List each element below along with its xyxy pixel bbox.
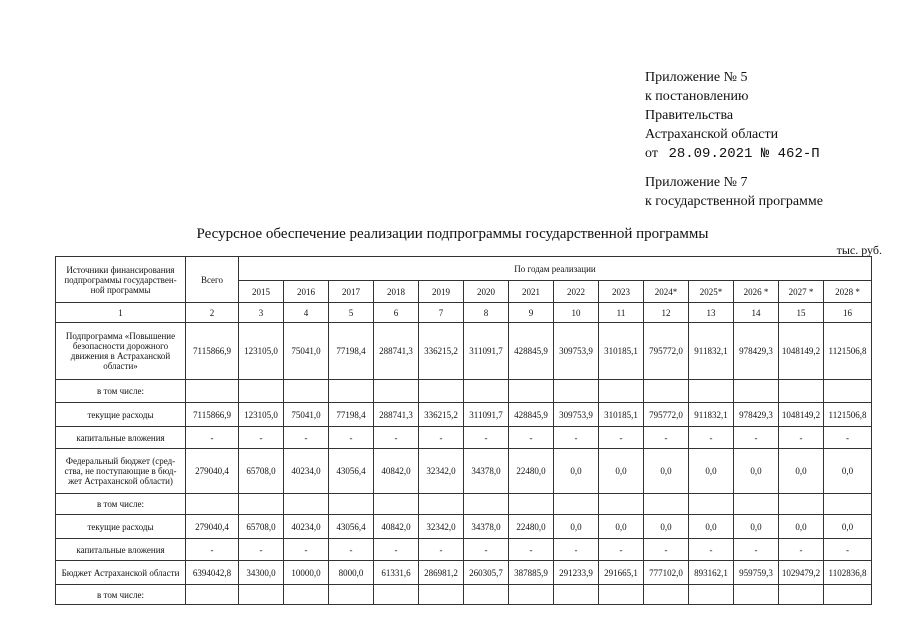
column-number: 11 [599, 303, 644, 323]
row-year-value [554, 585, 599, 605]
row-year-value [779, 494, 824, 515]
row-year-value [734, 380, 779, 403]
row-year-value: - [419, 539, 464, 561]
header-year: 2026 * [734, 281, 779, 303]
row-year-value: 978429,3 [734, 323, 779, 380]
header-year: 2027 * [779, 281, 824, 303]
row-year-value [329, 380, 374, 403]
row-year-value: 286981,2 [419, 561, 464, 585]
row-year-value [464, 494, 509, 515]
table-row [56, 403, 872, 427]
row-year-value [599, 380, 644, 403]
row-year-value [824, 494, 872, 515]
row-year-value [824, 380, 872, 403]
row-year-value: 123105,0 [239, 323, 284, 380]
row-year-value: - [644, 539, 689, 561]
row-year-value: - [329, 539, 374, 561]
row-year-value [689, 494, 734, 515]
row-year-value [239, 494, 284, 515]
table-row [56, 539, 872, 561]
row-total [186, 494, 239, 515]
row-total: - [186, 427, 239, 449]
row-year-value: 777102,0 [644, 561, 689, 585]
row-year-value: 65708,0 [239, 449, 284, 494]
row-total: 6394042,8 [186, 561, 239, 585]
row-year-value: 34300,0 [239, 561, 284, 585]
row-year-value: 1121506,8 [824, 323, 872, 380]
row-year-value: 311091,7 [464, 323, 509, 380]
row-year-value: 0,0 [554, 449, 599, 494]
row-year-value [329, 494, 374, 515]
row-year-value: 32342,0 [419, 449, 464, 494]
header-source: Источники финансирования подпрограммы государствен-ной программы [56, 257, 186, 303]
row-label: в том числе: [56, 494, 186, 515]
row-year-value [644, 380, 689, 403]
header-year: 2016 [284, 281, 329, 303]
row-year-value: 22480,0 [509, 515, 554, 539]
table-row [56, 323, 872, 380]
row-total: 7115866,9 [186, 403, 239, 427]
column-number: 12 [644, 303, 689, 323]
row-year-value: - [824, 427, 872, 449]
appendix-5-date-line [645, 144, 820, 164]
unit-label: тыс. руб. [836, 243, 882, 257]
column-number: 7 [419, 303, 464, 323]
row-year-value: 0,0 [779, 515, 824, 539]
row-year-value [239, 585, 284, 605]
header-year: 2028 * [824, 281, 872, 303]
column-number: 8 [464, 303, 509, 323]
row-year-value: 8000,0 [329, 561, 374, 585]
row-year-value [419, 494, 464, 515]
row-year-value: - [734, 427, 779, 449]
row-year-value [374, 380, 419, 403]
row-year-value: - [509, 427, 554, 449]
row-year-value: - [734, 539, 779, 561]
date-prefix: от [645, 146, 658, 161]
row-year-value: - [239, 427, 284, 449]
header-year: 2019 [419, 281, 464, 303]
header-total: Всего [186, 257, 239, 303]
row-total [186, 380, 239, 403]
row-year-value: - [374, 539, 419, 561]
row-year-value: 336215,2 [419, 323, 464, 380]
row-year-value [509, 494, 554, 515]
appendix-5-line4: Астраханской области [645, 127, 779, 142]
table-row [56, 494, 872, 515]
row-year-value: 0,0 [599, 515, 644, 539]
row-year-value: 291665,1 [599, 561, 644, 585]
row-year-value: 0,0 [689, 515, 734, 539]
row-year-value: 22480,0 [509, 449, 554, 494]
header-year: 2021 [509, 281, 554, 303]
row-year-value: - [554, 427, 599, 449]
decree-date-number: 28.09.2021 № 462-П [668, 146, 820, 162]
row-year-value [464, 585, 509, 605]
row-year-value: 10000,0 [284, 561, 329, 585]
row-year-value [419, 585, 464, 605]
appendix-5-line2: к постановлению [645, 89, 749, 104]
row-year-value: 0,0 [824, 515, 872, 539]
header-year: 2024* [644, 281, 689, 303]
header-year: 2025* [689, 281, 734, 303]
column-number: 5 [329, 303, 374, 323]
header-year: 2020 [464, 281, 509, 303]
appendix-7-line2: к государственной программе [645, 194, 823, 209]
column-number: 14 [734, 303, 779, 323]
row-year-value: 978429,3 [734, 403, 779, 427]
row-label: Федеральный бюджет (сред-ства, не поступающие в бюд-жет Астраханской области) [56, 449, 186, 494]
row-year-value: - [824, 539, 872, 561]
row-year-value: 61331,6 [374, 561, 419, 585]
row-year-value: 260305,7 [464, 561, 509, 585]
row-year-value: 309753,9 [554, 323, 599, 380]
row-total: 279040,4 [186, 449, 239, 494]
row-year-value: 0,0 [779, 449, 824, 494]
row-year-value: 40234,0 [284, 515, 329, 539]
resource-table [55, 256, 872, 605]
column-number: 2 [186, 303, 239, 323]
row-label: текущие расходы [56, 403, 186, 427]
row-year-value [419, 380, 464, 403]
row-year-value [329, 585, 374, 605]
row-year-value [599, 585, 644, 605]
row-year-value [509, 380, 554, 403]
row-year-value: 309753,9 [554, 403, 599, 427]
row-year-value: 428845,9 [509, 323, 554, 380]
table-row [56, 427, 872, 449]
row-year-value: 428845,9 [509, 403, 554, 427]
row-year-value [554, 494, 599, 515]
column-number: 15 [779, 303, 824, 323]
row-year-value: - [464, 427, 509, 449]
row-year-value: 959759,3 [734, 561, 779, 585]
row-year-value: - [599, 539, 644, 561]
header-year: 2023 [599, 281, 644, 303]
column-number: 9 [509, 303, 554, 323]
row-total: 7115866,9 [186, 323, 239, 380]
row-year-value: 0,0 [554, 515, 599, 539]
row-year-value: - [284, 539, 329, 561]
row-year-value: - [284, 427, 329, 449]
row-year-value: 1048149,2 [779, 323, 824, 380]
row-year-value [284, 585, 329, 605]
row-year-value: 288741,3 [374, 403, 419, 427]
row-year-value [284, 494, 329, 515]
row-year-value: - [554, 539, 599, 561]
row-year-value [284, 380, 329, 403]
appendix-5-title: Приложение № 5 [645, 70, 748, 85]
row-year-value: 1102836,8 [824, 561, 872, 585]
row-year-value: 310185,1 [599, 403, 644, 427]
row-year-value: - [239, 539, 284, 561]
header-years: По годам реализации [239, 257, 872, 281]
row-year-value [374, 494, 419, 515]
column-number: 6 [374, 303, 419, 323]
row-year-value: 311091,7 [464, 403, 509, 427]
appendix-5-line3: Правительства [645, 108, 734, 123]
row-year-value: - [689, 539, 734, 561]
row-year-value [824, 585, 872, 605]
row-year-value: 43056,4 [329, 449, 374, 494]
row-year-value [779, 585, 824, 605]
row-year-value: 75041,0 [284, 323, 329, 380]
row-year-value: 1048149,2 [779, 403, 824, 427]
row-year-value: 310185,1 [599, 323, 644, 380]
column-number: 10 [554, 303, 599, 323]
document-title: Ресурсное обеспечение реализации подпрограммы государственной программы [196, 226, 709, 242]
row-total: - [186, 539, 239, 561]
row-year-value: - [374, 427, 419, 449]
row-label: текущие расходы [56, 515, 186, 539]
row-year-value: 0,0 [734, 449, 779, 494]
column-number: 1 [56, 303, 186, 323]
row-year-value: 291233,9 [554, 561, 599, 585]
row-year-value: 40234,0 [284, 449, 329, 494]
row-year-value [689, 585, 734, 605]
row-year-value [734, 585, 779, 605]
row-year-value: 911832,1 [689, 323, 734, 380]
row-year-value: 336215,2 [419, 403, 464, 427]
column-number: 16 [824, 303, 872, 323]
row-year-value: 288741,3 [374, 323, 419, 380]
row-year-value: 0,0 [599, 449, 644, 494]
row-year-value [644, 494, 689, 515]
row-year-value: 795772,0 [644, 403, 689, 427]
row-year-value [554, 380, 599, 403]
row-label: Подпрограмма «Повышение безопасности дорожного движения в Астраханской области» [56, 323, 186, 380]
row-year-value: 1029479,2 [779, 561, 824, 585]
row-label: Бюджет Астраханской области [56, 561, 186, 585]
header-year: 2017 [329, 281, 374, 303]
row-year-value: - [419, 427, 464, 449]
row-year-value: 0,0 [734, 515, 779, 539]
row-year-value: 0,0 [644, 515, 689, 539]
table-row [56, 380, 872, 403]
appendix-7-title: Приложение № 7 [645, 175, 748, 190]
row-year-value: 0,0 [824, 449, 872, 494]
row-year-value [239, 380, 284, 403]
table-row [56, 515, 872, 539]
table-row [56, 585, 872, 605]
row-year-value: - [779, 539, 824, 561]
header-year: 2015 [239, 281, 284, 303]
row-year-value: 34378,0 [464, 515, 509, 539]
column-number: 13 [689, 303, 734, 323]
header-year: 2018 [374, 281, 419, 303]
row-year-value [374, 585, 419, 605]
row-year-value: - [464, 539, 509, 561]
row-year-value: 34378,0 [464, 449, 509, 494]
row-year-value: - [689, 427, 734, 449]
row-year-value [464, 380, 509, 403]
row-year-value: 0,0 [644, 449, 689, 494]
row-year-value [734, 494, 779, 515]
header-year: 2022 [554, 281, 599, 303]
row-year-value: 75041,0 [284, 403, 329, 427]
table-row [56, 561, 872, 585]
row-year-value: - [644, 427, 689, 449]
row-year-value: 893162,1 [689, 561, 734, 585]
row-label: в том числе: [56, 585, 186, 605]
row-year-value [644, 585, 689, 605]
row-year-value [689, 380, 734, 403]
row-year-value: - [329, 427, 374, 449]
column-number: 3 [239, 303, 284, 323]
row-year-value: 40842,0 [374, 515, 419, 539]
row-year-value: - [509, 539, 554, 561]
row-year-value: 0,0 [689, 449, 734, 494]
row-year-value: 40842,0 [374, 449, 419, 494]
row-year-value: 32342,0 [419, 515, 464, 539]
appendix-5-block [645, 68, 820, 164]
row-label: капитальные вложения [56, 427, 186, 449]
row-year-value: 43056,4 [329, 515, 374, 539]
row-year-value: 77198,4 [329, 323, 374, 380]
column-number: 4 [284, 303, 329, 323]
row-total [186, 585, 239, 605]
row-year-value: - [779, 427, 824, 449]
row-year-value: 387885,9 [509, 561, 554, 585]
row-label: капитальные вложения [56, 539, 186, 561]
row-total: 279040,4 [186, 515, 239, 539]
row-year-value: 77198,4 [329, 403, 374, 427]
appendix-7-block [645, 173, 823, 211]
row-year-value: - [599, 427, 644, 449]
row-year-value [779, 380, 824, 403]
row-year-value [509, 585, 554, 605]
row-year-value: 795772,0 [644, 323, 689, 380]
row-year-value: 911832,1 [689, 403, 734, 427]
row-year-value: 65708,0 [239, 515, 284, 539]
row-year-value: 1121506,8 [824, 403, 872, 427]
table-row [56, 449, 872, 494]
row-year-value: 123105,0 [239, 403, 284, 427]
row-year-value [599, 494, 644, 515]
row-label: в том числе: [56, 380, 186, 403]
